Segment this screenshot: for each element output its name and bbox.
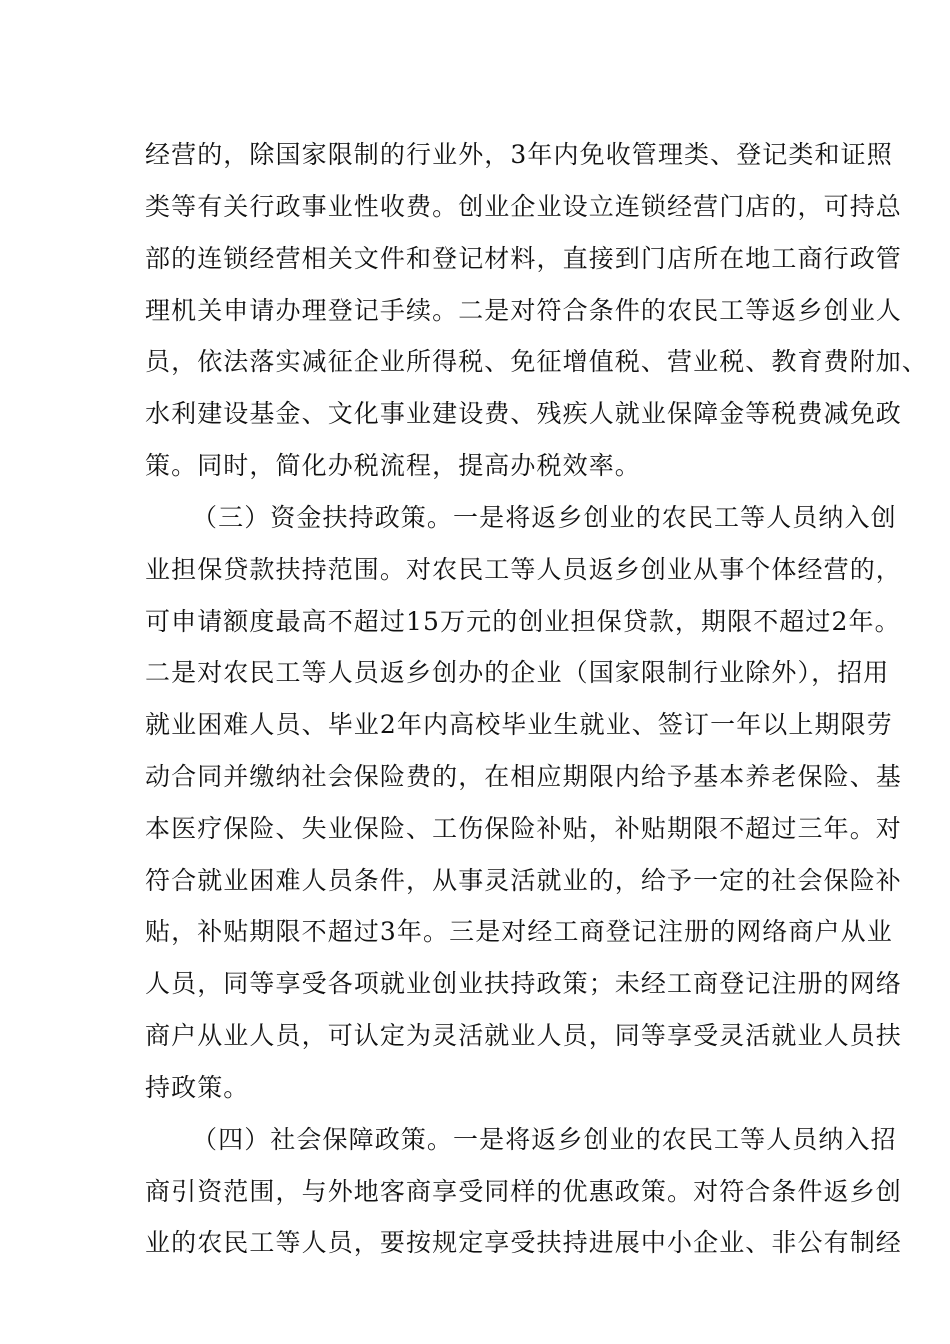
text-line: 水利建设基金、文化事业建设费、残疾人就业保障金等税费减免政 [145,399,902,428]
text-line: 类等有关行政事业性收费。创业企业设立连锁经营门店的，可持总 [145,192,902,221]
text-line: 部的连锁经营相关文件和登记材料，直接到门店所在地工商行政管 [145,244,902,273]
text-line: 业的农民工等人员，要按规定享受扶持进展中小企业、非公有制经 [145,1228,902,1257]
section-heading-line: （三）资金扶持政策。一是将返乡创业的农民工等人员纳入创 [192,503,897,532]
text-line: 本医疗保险、失业保险、工伤保险补贴，补贴期限不超过三年。对 [145,814,902,843]
text-line: 业担保贷款扶持范围。对农民工等人员返乡创业从事个体经营的， [145,555,902,584]
text-line: 商引资范围，与外地客商享受同样的优惠政策。对符合条件返乡创 [145,1177,902,1206]
text-line: 可申请额度最高不超过15万元的创业担保贷款，期限不超过2年。 [145,607,901,636]
text-line: 符合就业困难人员条件，从事灵活就业的，给予一定的社会保险补 [145,866,902,895]
text-line: 二是对农民工等人员返乡创办的企业（国家限制行业除外），招用 [145,658,890,687]
text-line: 持政策。 [145,1073,250,1102]
section-heading-line: （四）社会保障政策。一是将返乡创业的农民工等人员纳入招 [192,1125,897,1154]
text-line: 贴，补贴期限不超过3年。三是对经工商登记注册的网络商户从业 [145,917,893,946]
text-line: 商户从业人员，可认定为灵活就业人员，同等享受灵活就业人员扶 [145,1021,902,1050]
text-line: 员，依法落实减征企业所得税、免征增值税、营业税、教育费附加、 [145,347,929,376]
text-line: 就业困难人员、毕业2年内高校毕业生就业、签订一年以上期限劳 [145,710,893,739]
text-line: 策。同时，简化办税流程，提高办税效率。 [145,451,641,480]
text-line: 理机关申请办理登记手续。二是对符合条件的农民工等返乡创业人 [145,296,902,325]
text-line: 经营的，除国家限制的行业外，3年内免收管理类、登记类和证照 [145,140,893,169]
text-line: 人员，同等享受各项就业创业扶持政策；未经工商登记注册的网络 [145,969,902,998]
text-line: 动合同并缴纳社会保险费的，在相应期限内给予基本养老保险、基 [145,762,902,791]
